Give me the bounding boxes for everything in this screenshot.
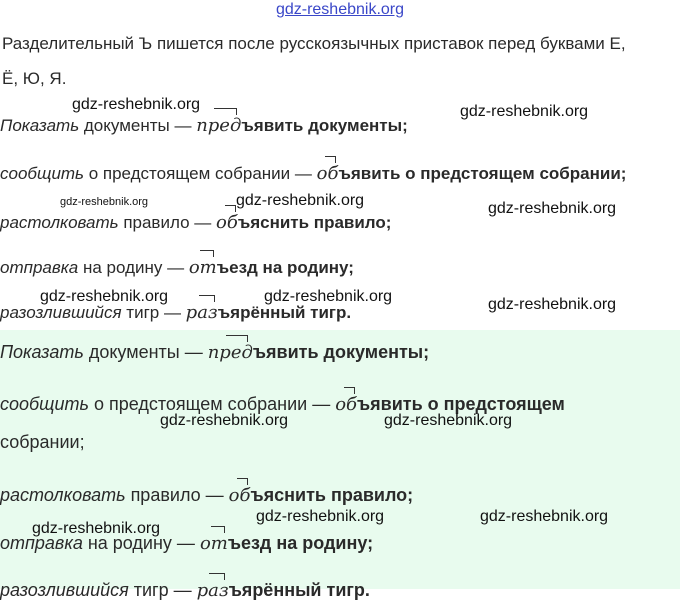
prefix-mark: пред [196, 115, 242, 136]
example-term: Показать [0, 116, 80, 135]
answer-line-cont: собрании; [0, 432, 85, 452]
watermark: gdz-reshebnik.org [60, 196, 149, 208]
answer-term: отправка [0, 533, 83, 553]
watermark: gdz-reshebnik.org [236, 192, 365, 209]
prefix-mark: об [215, 212, 238, 233]
answer-term: растолковать [0, 485, 126, 505]
watermark: gdz-reshebnik.org [256, 508, 385, 525]
prefix-mark: об [316, 163, 339, 184]
example-term: отправка [0, 258, 79, 277]
answer-term: разозлившийся [0, 580, 129, 600]
site-title-link[interactable]: gdz-reshebnik.org [275, 1, 405, 18]
watermark: gdz-reshebnik.org [40, 288, 169, 305]
prefix-mark: от [188, 257, 217, 278]
example-term: растолковать [0, 213, 119, 232]
intro-line-2: Ё, Ю, Я. [2, 69, 67, 88]
example-result: ъезд на родину; [216, 258, 354, 277]
answer-text: документы — [83, 342, 208, 362]
example-result: ъявить о предстоящем собрании; [338, 164, 627, 183]
answer-term: Показать [0, 342, 84, 362]
example-text: документы — [79, 116, 197, 135]
answer-result: ъяснить правило; [250, 485, 414, 505]
watermark: gdz-reshebnik.org [488, 296, 617, 313]
example-result: ъявить документы; [241, 116, 408, 135]
example-line [0, 258, 354, 278]
watermark: gdz-reshebnik.org [384, 412, 513, 429]
answer-term: сообщить [0, 394, 89, 414]
answer-text: о предстоящем собрании — [88, 394, 336, 414]
answer-text: на родину — [82, 533, 200, 553]
example-line [0, 303, 351, 323]
watermark: gdz-reshebnik.org [32, 520, 161, 537]
example-line [0, 116, 408, 136]
watermark: gdz-reshebnik.org [264, 288, 393, 305]
answer-result: ъявить о предстоящем [357, 394, 565, 414]
example-text: тигр — [121, 303, 186, 322]
example-line [0, 164, 626, 184]
answer-line [0, 485, 413, 506]
prefix-mark: раз [185, 302, 218, 323]
example-text: правило — [118, 213, 216, 232]
answer-result: ъярённый тигр. [228, 580, 370, 600]
example-text: на родину — [78, 258, 189, 277]
prefix-mark: раз [196, 580, 229, 601]
example-text: о предстоящем собрании — [84, 164, 317, 183]
prefix-mark: от [199, 533, 228, 554]
example-result: ъяснить правило; [237, 213, 392, 232]
answer-block [0, 330, 680, 601]
watermark: gdz-reshebnik.org [488, 200, 617, 217]
example-result: ъярённый тигр. [217, 303, 352, 322]
watermark: gdz-reshebnik.org [460, 103, 589, 120]
answer-result: ъезд на родину; [227, 533, 374, 553]
prefix-mark: пред [207, 342, 253, 363]
answer-result: ъявить документы; [252, 342, 430, 362]
answer-text: правило — [125, 485, 229, 505]
prefix-mark: об [228, 485, 251, 506]
example-term: разозлившийся [0, 303, 122, 322]
watermark: gdz-reshebnik.org [160, 412, 289, 429]
prefix-mark: об [335, 394, 358, 415]
answer-line [0, 580, 370, 601]
answer-text: тигр — [128, 580, 197, 600]
watermark: gdz-reshebnik.org [480, 508, 609, 525]
example-term: сообщить [0, 164, 84, 183]
example-line [0, 213, 391, 233]
watermark: gdz-reshebnik.org [72, 96, 201, 113]
answer-line [0, 342, 429, 363]
intro-line-1: Разделительный Ъ пишется после русскоязычных приставок перед буквами Е, [2, 34, 626, 53]
